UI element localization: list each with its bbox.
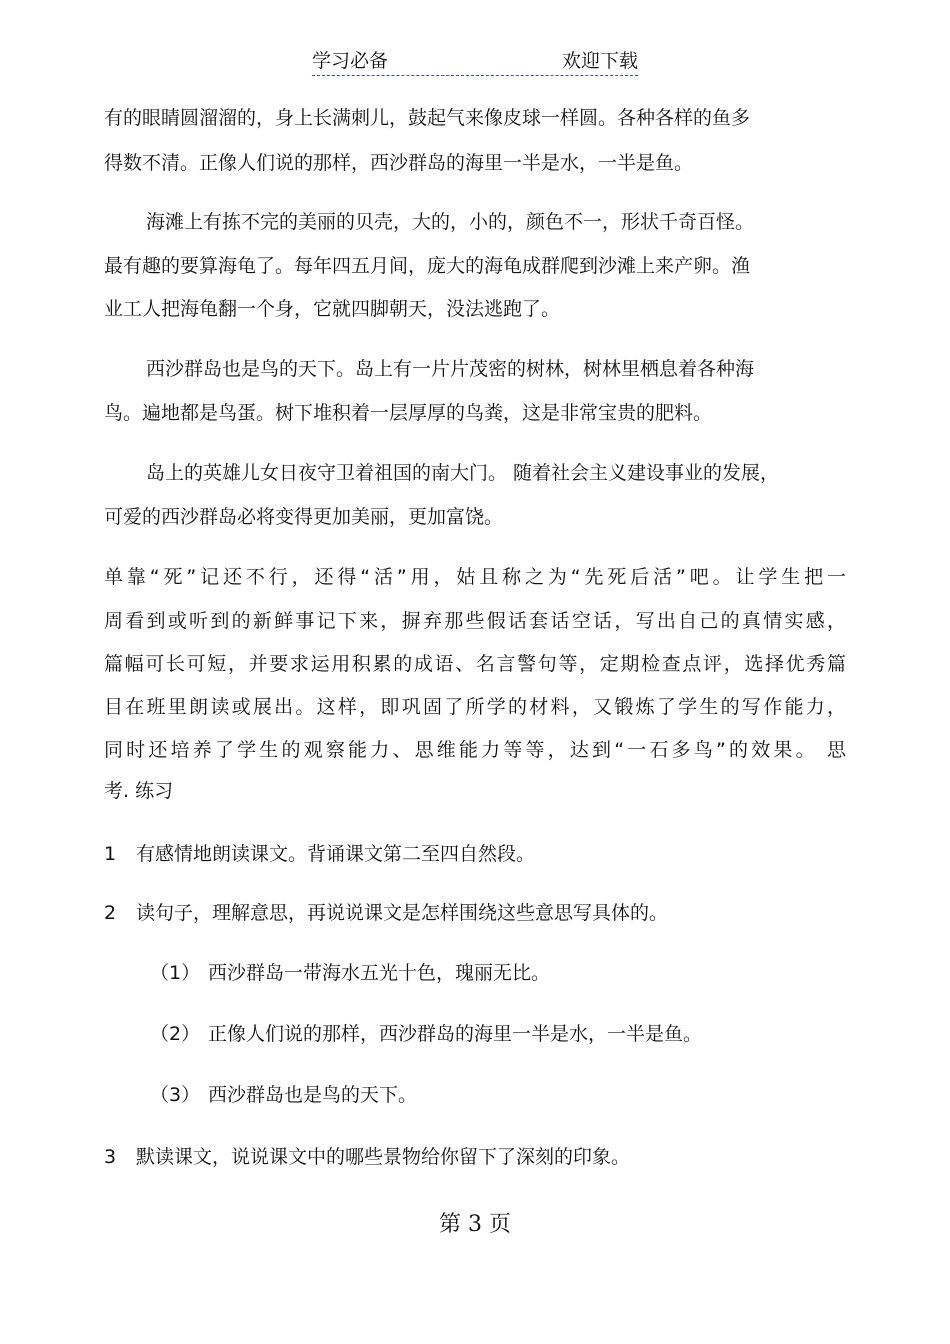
paragraph-2-line-2: 最有趣的要算海龟了。每年四五月间，庞大的海龟成群爬到沙滩上来产卵。渔 [104, 255, 751, 277]
paragraph-5-line-3: 篇幅可长可短，并要求运用积累的成语、名言警句等，定期检查点评，选择优秀篇 [104, 653, 846, 675]
paragraph-2-line-3: 业工人把海龟翻一个身，它就四脚朝天，没法逃跑了。 [104, 298, 561, 320]
paragraph-3-line-1: 西沙群岛也是鸟的天下。岛上有一片片茂密的树林，树林里栖息着各种海 [146, 358, 755, 380]
exercise-item [104, 900, 668, 926]
page-number: 第 3 页 [439, 1212, 511, 1237]
paragraph-5-line-4: 目在班里朗读或展出。这样，即巩固了所学的材料，又锻炼了学生的写作能力， [104, 696, 846, 718]
paragraph-2-line-1: 海滩上有拣不完的美丽的贝壳，大的，小的，颜色不一，形状千奇百怪。 [146, 211, 755, 233]
exercise-subitem [150, 1082, 417, 1108]
exercise-subtext: 西沙群岛一带海水五光十色，瑰丽无比。 [208, 962, 551, 984]
header-left-text: 学习必备 [312, 50, 389, 72]
paragraph-1-line-1: 有的眼睛圆溜溜的，身上长满刺儿，鼓起气来像皮球一样圆。各种各样的鱼多 [104, 107, 751, 129]
exercise-item [104, 1144, 630, 1170]
exercise-subitem [150, 1021, 702, 1047]
exercise-subitem [150, 960, 550, 986]
header-underline [312, 75, 638, 76]
paragraph-4-line-2: 可爱的西沙群岛必将变得更加美丽，更加富饶。 [104, 506, 504, 528]
paragraph-1-line-2: 得数不清。正像人们说的那样，西沙群岛的海里一半是水，一半是鱼。 [104, 152, 694, 174]
exercise-subnumber: （1） [150, 962, 201, 984]
exercise-text: 有感情地朗读课文。背诵课文第二至四自然段。 [136, 843, 536, 865]
exercise-text: 读句子，理解意思，再说说课文是怎样围绕这些意思写具体的。 [136, 902, 669, 924]
paragraph-5-line-2: 周看到或听到的新鲜事记下来，摒弃那些假话套话空话，写出自己的真情实感， [104, 610, 846, 632]
paragraph-3-line-2: 鸟。遍地都是鸟蛋。树下堆积着一层厚厚的鸟粪，这是非常宝贵的肥料。 [104, 402, 713, 424]
exercise-number: 3 [104, 1146, 117, 1168]
exercise-text: 默读课文，说说课文中的哪些景物给你留下了深刻的印象。 [136, 1146, 631, 1168]
exercise-number: 1 [104, 843, 117, 865]
paragraph-5-line-1: 单靠“死”记还不行，还得“活”用，姑且称之为“先死后活”吧。让学生把一 [104, 566, 846, 588]
paragraph-5-line-5: 同时还培养了学生的观察能力、思维能力等等，达到“一石多鸟”的效果。 思 [104, 739, 846, 761]
exercise-subtext: 正像人们说的那样，西沙群岛的海里一半是水，一半是鱼。 [208, 1023, 703, 1045]
exercise-item [104, 841, 535, 867]
header-right-text: 欢迎下载 [561, 50, 638, 72]
page-header [312, 46, 638, 76]
exercise-subnumber: （3） [150, 1084, 201, 1106]
paragraph-5-line-6: 考. 练习 [104, 780, 174, 802]
exercise-number: 2 [104, 902, 117, 924]
exercise-subnumber: （2） [150, 1023, 201, 1045]
exercise-subtext: 西沙群岛也是鸟的天下。 [208, 1084, 418, 1106]
paragraph-4-line-1: 岛上的英雄儿女日夜守卫着祖国的南大门。 随着社会主义建设事业的发展， [146, 462, 780, 484]
